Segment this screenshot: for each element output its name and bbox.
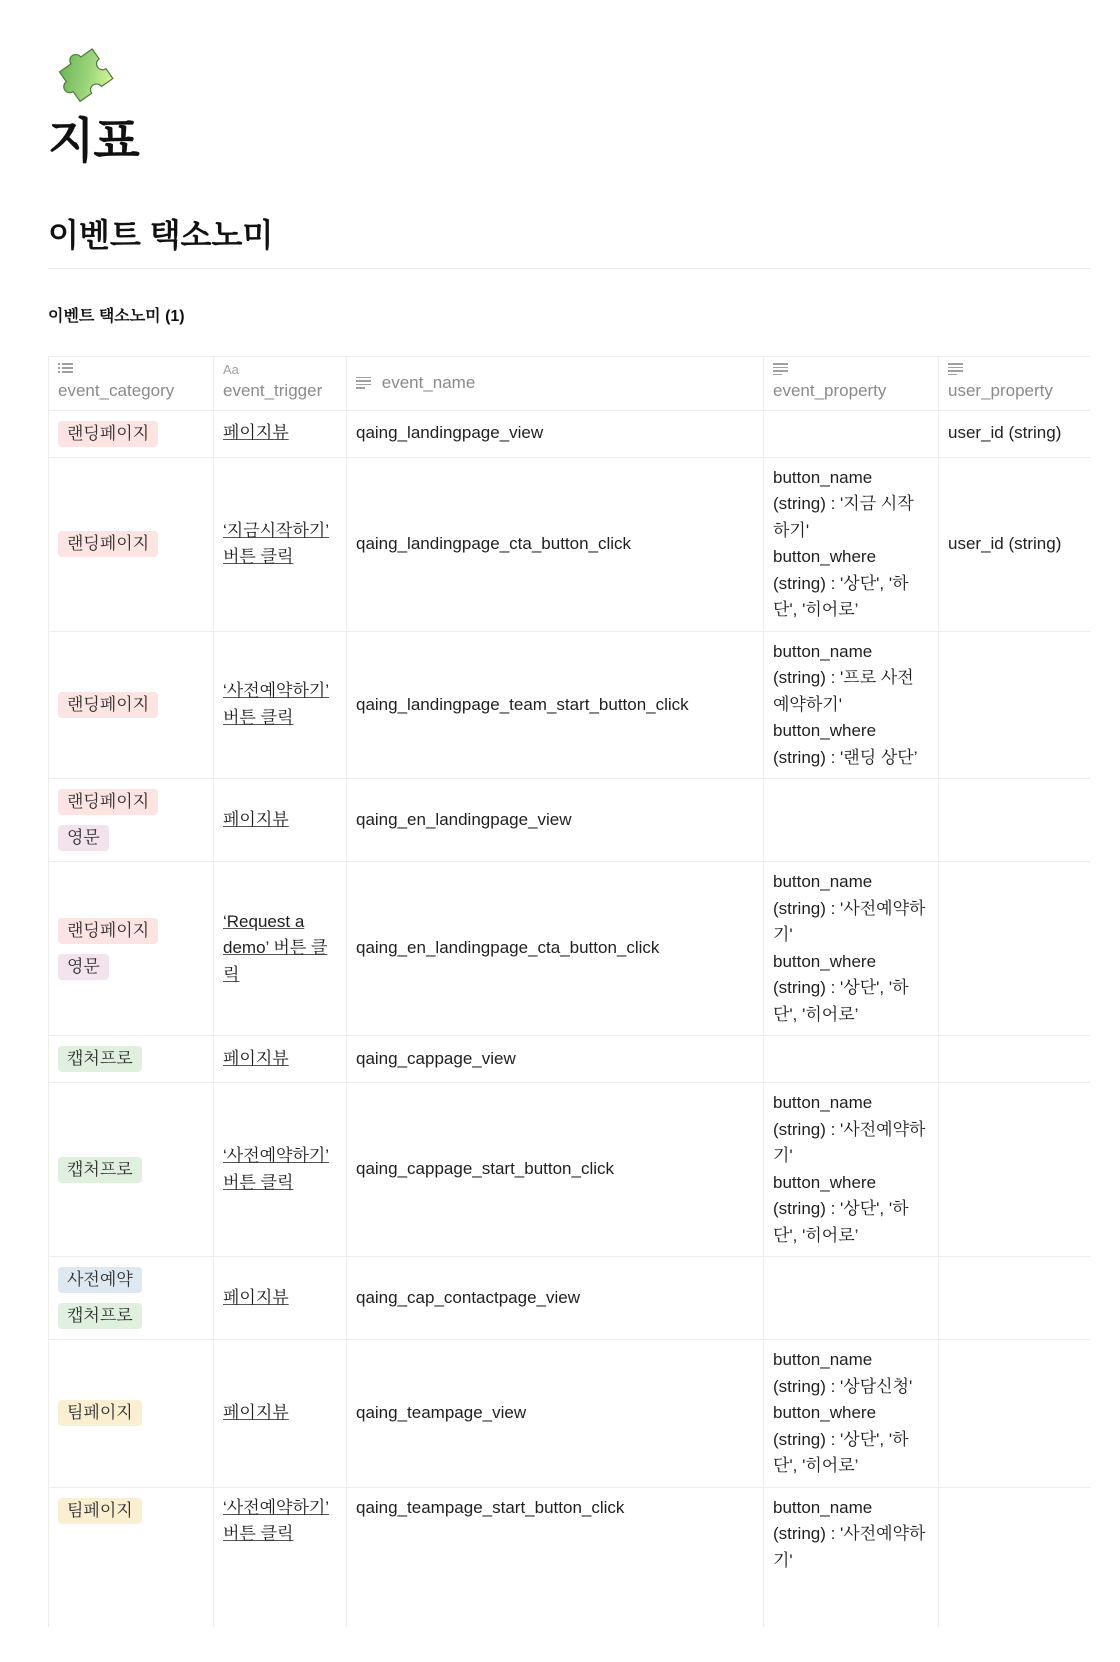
cell-event-category[interactable] [49,862,214,1036]
property-line: button_name (string) : '사전예약하기' [773,872,926,944]
lines-icon [356,376,371,392]
divider [48,268,1090,269]
trigger-link[interactable]: ‘Request a demo’ 버튼 클릭 [223,911,328,984]
cell-event-property[interactable] [764,1036,939,1083]
cell-event-category[interactable] [49,631,214,779]
column-header-user-property[interactable]: user_property [939,357,1091,411]
cell-event-trigger[interactable] [214,1083,347,1257]
category-tag: 영문 [58,825,109,851]
trigger-link[interactable]: 페이지뷰 [223,809,289,829]
category-tag: 캡처프로 [58,1046,142,1072]
category-tag: 팀페이지 [58,1400,142,1426]
cell-event-trigger[interactable] [214,410,347,457]
cell-event-name[interactable]: qaing_en_landingpage_cta_button_click [347,862,764,1036]
cell-event-trigger[interactable] [214,631,347,779]
column-header-event-property[interactable]: event_property [764,357,939,411]
table-header-row [49,357,1091,411]
table-row[interactable] [49,1036,1091,1083]
cell-user-property[interactable]: user_id (string) [939,410,1091,457]
cell-event-trigger[interactable] [214,1257,347,1340]
cell-event-category[interactable] [49,1036,214,1083]
trigger-link[interactable]: ‘사전예약하기’ 버튼 클릭 [223,1146,330,1192]
category-tag: 랜딩페이지 [58,421,158,447]
trigger-link[interactable]: ‘지금시작하기’ 버튼 클릭 [223,520,330,566]
cell-event-property[interactable] [764,410,939,457]
cell-user-property[interactable] [939,1487,1091,1627]
cell-event-category[interactable] [49,1083,214,1257]
category-tag: 팀페이지 [58,1498,142,1524]
cell-event-category[interactable] [49,1257,214,1340]
property-line: button_where (string) : '상단', '하단', '히어로’ [773,951,909,1024]
cell-event-property[interactable] [764,457,939,631]
cell-event-property[interactable] [764,1340,939,1488]
table-row[interactable] [49,1340,1091,1488]
cell-user-property[interactable] [939,1340,1091,1488]
lines-icon [948,362,1081,378]
table-row[interactable] [49,779,1091,862]
property-line: button_where (string) : '상단', '하단', '히어로’ [773,547,909,619]
cell-event-name[interactable]: qaing_cappage_view [347,1036,764,1083]
cell-user-property[interactable] [939,1257,1091,1340]
cell-event-trigger[interactable] [214,779,347,862]
cell-event-property[interactable] [764,631,939,779]
cell-event-trigger[interactable] [214,1487,347,1627]
column-header-event-trigger[interactable]: Aa event_trigger [214,357,347,411]
category-tag: 랜딩페이지 [58,531,158,557]
cell-event-name[interactable]: qaing_cappage_start_button_click [347,1083,764,1257]
category-tag: 캡처프로 [58,1303,142,1329]
list-icon [58,362,204,378]
cell-event-category[interactable] [49,779,214,862]
table-row[interactable] [49,410,1091,457]
trigger-link[interactable]: 페이지뷰 [223,1287,289,1307]
cell-event-name[interactable]: qaing_teampage_view [347,1340,764,1488]
database-table [48,356,1090,1627]
cell-event-property[interactable] [764,1257,939,1340]
cell-event-category[interactable] [49,410,214,457]
cell-event-property[interactable] [764,862,939,1036]
cell-event-property[interactable] [764,1083,939,1257]
table-row[interactable] [49,1487,1091,1627]
property-line: button_name (string) : '사전예약하기' [773,1497,926,1570]
text-aa-icon: Aa [223,362,239,377]
category-tag: 캡처프로 [58,1157,142,1183]
cell-event-trigger[interactable] [214,1036,347,1083]
property-line: button_where (string) : '상단', '하단', '히어로’ [773,1403,909,1475]
cell-event-category[interactable] [49,1487,214,1627]
cell-event-name[interactable]: qaing_landingpage_team_start_button_click [347,631,764,779]
category-tag: 영문 [58,954,109,980]
cell-event-name[interactable]: qaing_teampage_start_button_click [347,1487,764,1627]
cell-event-name[interactable]: qaing_landingpage_cta_button_click [347,457,764,631]
column-header-event-category[interactable]: event_category [49,357,214,411]
cell-event-name[interactable]: qaing_cap_contactpage_view [347,1257,764,1340]
cell-user-property[interactable] [939,779,1091,862]
puzzle-piece-icon[interactable] [48,30,124,106]
property-line: button_name (string) : '상담신청' [773,1350,913,1396]
column-header-event-name[interactable]: event_name [347,357,764,411]
cell-event-name[interactable]: qaing_landingpage_view [347,410,764,457]
cell-event-trigger[interactable] [214,862,347,1036]
category-tag: 랜딩페이지 [58,692,158,718]
database-title[interactable]: 이벤트 택소노미 (1) [48,308,185,325]
property-line: button_where (string) : '랜딩 상단’ [773,721,918,767]
page-title: 지표 [48,115,139,168]
cell-user-property[interactable]: user_id (string) [939,457,1091,631]
category-tag: 사전예약 [58,1267,142,1293]
cell-event-property[interactable] [764,1487,939,1627]
cell-event-category[interactable] [49,1340,214,1488]
trigger-link[interactable]: 페이지뷰 [223,423,289,443]
cell-user-property[interactable] [939,631,1091,779]
cell-event-name[interactable]: qaing_en_landingpage_view [347,779,764,862]
trigger-link[interactable]: 페이지뷰 [223,1048,289,1068]
cell-event-trigger[interactable] [214,1340,347,1488]
table-row[interactable] [49,862,1091,1036]
cell-event-category[interactable] [49,457,214,631]
section-heading: 이벤트 택소노미 [48,217,274,253]
property-line: button_name (string) : '프로 사전예약하기' [773,641,914,714]
property-line: button_name (string) : '지금 시작하기' [773,467,914,540]
category-tag: 랜딩페이지 [58,789,158,815]
trigger-link[interactable]: 페이지뷰 [223,1403,289,1422]
cell-user-property[interactable] [939,862,1091,1036]
cell-event-property[interactable] [764,779,939,862]
lines-icon [773,362,929,378]
category-tag: 랜딩페이지 [58,918,158,944]
trigger-link[interactable]: ‘사전예약하기’ 버튼 클릭 [223,681,330,727]
property-line: button_where (string) : '상단', '하단', '히어로’ [773,1172,909,1245]
property-line: button_name (string) : '사전예약하기' [773,1093,926,1165]
table-row[interactable] [49,1083,1091,1257]
trigger-link[interactable]: ‘사전예약하기’ 버튼 클릭 [223,1497,330,1543]
table-row[interactable] [49,1257,1091,1340]
cell-user-property[interactable] [939,1036,1091,1083]
cell-event-trigger[interactable] [214,457,347,631]
table-row[interactable] [49,631,1091,779]
cell-user-property[interactable] [939,1083,1091,1257]
table-row[interactable] [49,457,1091,631]
